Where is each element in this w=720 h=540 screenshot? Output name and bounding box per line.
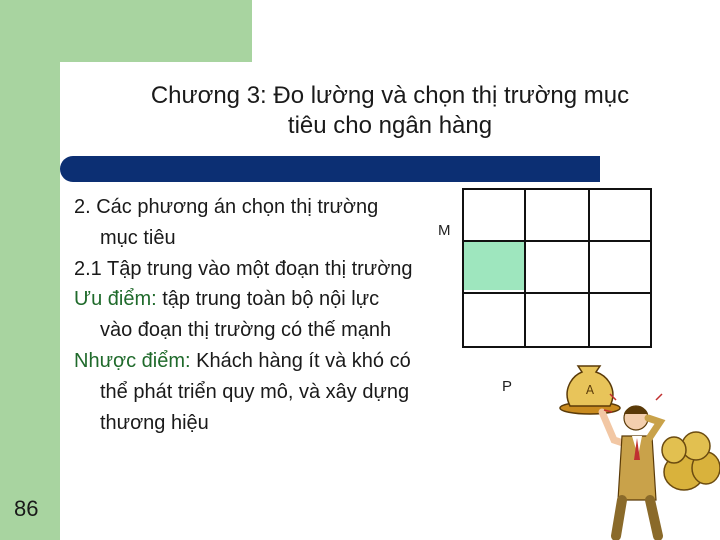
matrix-line (462, 240, 652, 242)
matrix-highlight-cell (462, 240, 525, 290)
matrix-line (462, 346, 652, 348)
advantage-label: Ưu điểm: (74, 288, 157, 311)
top-decor-block (60, 0, 252, 62)
disadvantage-text: Khách hàng ít và khó có thể phát triển quy mô, và xây dựng thương hiệu (100, 349, 411, 434)
bag-label: A (585, 383, 595, 397)
matrix-line (462, 188, 464, 348)
matrix-line (588, 188, 590, 348)
matrix-line (524, 188, 526, 348)
content-subheading: 2.1 Tập trung vào một đoạn thị trường (74, 257, 413, 280)
left-side-band (0, 0, 60, 540)
matrix-line (462, 188, 652, 190)
advantage-paragraph (74, 284, 414, 346)
title-divider-bar (60, 156, 600, 182)
matrix-line (462, 292, 652, 294)
slide-title-line2: tiêu cho ngân hàng (287, 112, 493, 139)
matrix-line (650, 188, 652, 348)
matrix-col-label: P (502, 378, 513, 395)
page-number: 86 (14, 496, 39, 521)
disadvantage-label: Nhược điểm: (74, 349, 191, 372)
matrix-row-label: M (438, 222, 451, 239)
advantage-text: tập trung toàn bộ nội lực vào đoạn thị trường có thế mạnh (100, 288, 392, 342)
slide-content (74, 192, 414, 438)
slide-title-line1: Chương 3: Đo lường và chọn thị trường mục (150, 82, 630, 109)
disadvantage-paragraph (74, 346, 414, 438)
content-heading: 2. Các phương án chọn thị trường mục tiêu (74, 196, 379, 249)
businessman-money-clipart-icon (556, 360, 720, 540)
